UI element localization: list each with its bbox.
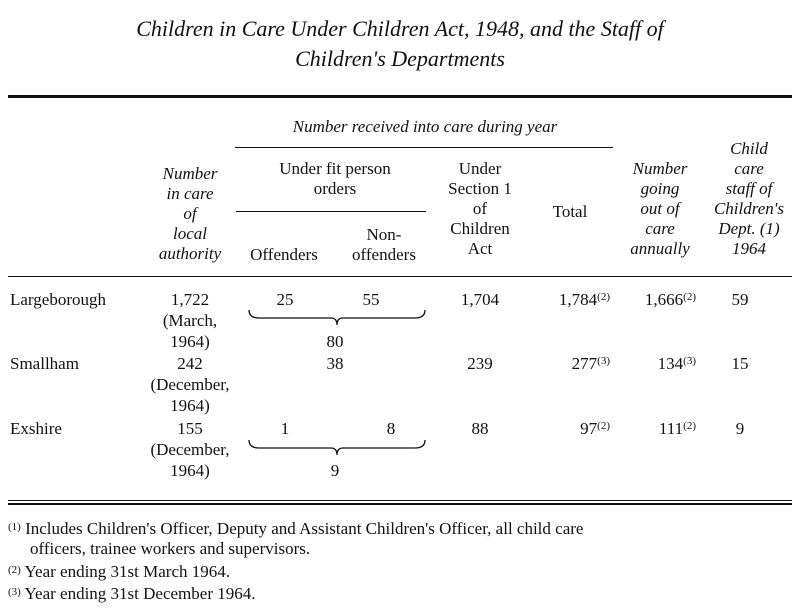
brace-largeborough [247,308,427,328]
bottom-rule-thick [8,503,792,505]
cell-in-care-largeborough: 1,722 (March, 1964) [162,290,218,351]
row-name-largeborough: Largeborough [10,290,106,309]
cell-section1-exshire: 88 [471,419,489,438]
cell-combined-largeborough: 80 [326,332,344,351]
cell-staff-exshire: 9 [735,419,745,438]
header-offenders: Offenders [250,245,318,264]
cell-combined-smallham: 38 [326,354,344,373]
table-title-line2: Children's Departments [295,46,505,71]
cell-in-care-exshire: 155 (December, 1964) [150,419,230,480]
cell-total-largeborough: 1,784$^{(2)}$ [558,290,610,309]
header-fit-person-orders: Under fit person orders [279,159,391,198]
footnote-3: $^{(3)}$ Year ending 31st December 1964. [8,584,256,603]
row-name-smallham: Smallham [10,354,79,373]
cell-combined-exshire: 9 [330,461,340,480]
group-header-rule [235,147,613,148]
cell-section1-smallham: 239 [467,354,493,373]
footnote-1: $^{(1)}$ Includes Children's Officer, Deputy and Assistant Children's Officer, all child care officers, trainee workers and supervisors. [8,519,584,558]
cell-staff-largeborough: 59 [731,290,749,309]
cell-going-out-largeborough: 1,666$^{(2)}$ [644,290,696,309]
bottom-rule-thin [8,500,792,501]
header-number-in-care: Number in care of local authority [158,164,222,263]
table-title-line1: Children in Care Under Children Act, 1948, and the Staff of [136,16,664,41]
cell-offenders-largeborough: 25 [276,290,294,309]
cell-in-care-smallham: 242 (December, 1964) [150,354,230,415]
header-going-out: Number going out of care annually [630,159,690,258]
footnote-2: $^{(2)}$ Year ending 31st March 1964. [8,562,231,581]
cell-total-exshire: 97$^{(2)}$ [580,419,610,438]
cell-section1-largeborough: 1,704 [460,290,500,309]
header-staff: Child care staff of Children's Dept. (1) 1964 [713,139,785,258]
cell-staff-smallham: 15 [731,354,749,373]
cell-total-smallham: 277$^{(3)}$ [571,354,610,373]
brace-exshire [247,438,427,458]
cell-offenders-exshire: 1 [280,419,290,438]
header-section-1: Under Section 1 of Children Act [448,159,512,258]
header-received-group: Number received into care during year [292,117,558,136]
cell-going-out-exshire: 111$^{(2)}$ [658,419,696,438]
fit-person-rule [236,211,426,212]
cell-non-offenders-largeborough: 55 [362,290,380,309]
header-bottom-rule [8,276,792,277]
row-name-exshire: Exshire [10,419,62,438]
top-rule [8,95,792,98]
cell-non-offenders-exshire: 8 [386,419,396,438]
cell-going-out-smallham: 134$^{(3)}$ [657,354,696,373]
header-non-offenders: Non- offenders [352,225,416,264]
header-total: Total [552,202,588,221]
